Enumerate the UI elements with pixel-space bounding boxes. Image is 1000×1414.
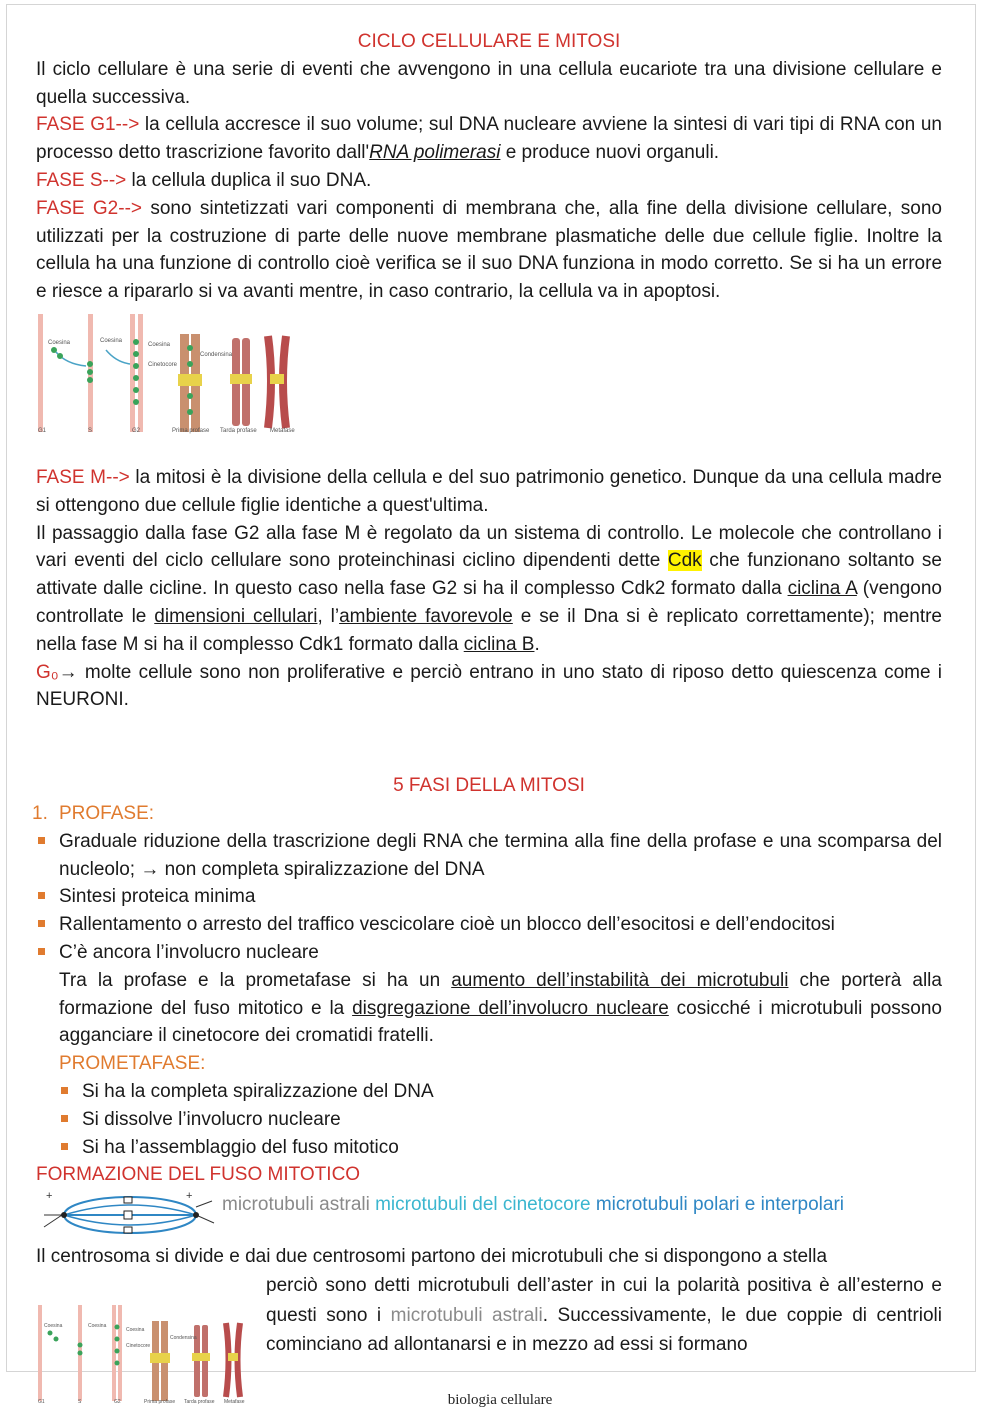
bullet-square-icon	[61, 1143, 68, 1150]
term-cdk1: Cdk1	[298, 633, 344, 655]
chromosome	[124, 1197, 132, 1203]
label-coesina: Coesina	[126, 1326, 145, 1333]
label-coesina: Coesina	[44, 1322, 63, 1329]
phase-m-label: FASE M-->	[36, 466, 130, 488]
list-item	[59, 1078, 942, 1106]
text-run: e se il Dna si è replicato correttamente); mentre nella fase M si ha il complesso	[36, 605, 942, 655]
kinetochore	[270, 374, 284, 384]
page-title: CICLO CELLULARE E MITOSI	[357, 31, 621, 52]
bullet-square-icon	[38, 837, 45, 844]
label-g1: G1	[38, 1398, 45, 1405]
term-cicline: cicline	[149, 578, 203, 600]
phase-g1-label: FASE G1-->	[36, 114, 140, 136]
coesina-dot	[133, 375, 139, 381]
coesina-dot	[87, 361, 93, 367]
bullet-square-icon	[61, 1087, 68, 1094]
control-paragraph	[36, 520, 942, 659]
kinetochore	[228, 1353, 238, 1361]
text-run: la cellula accresce il suo volume; sul DNA nucleare avviene la sintesi di vari tipi di RNA con un processo detto	[36, 114, 943, 164]
bullet-square-icon	[38, 892, 45, 899]
fuso-title: FORMAZIONE DEL FUSO MITOTICO	[36, 1164, 361, 1186]
coesina-dot	[115, 1336, 120, 1341]
fuso-row	[36, 1189, 942, 1239]
term-disgregazione-involucro: disgregazione dell’involucro nucleare	[352, 997, 669, 1019]
label-condensina: Condensina	[170, 1334, 197, 1341]
text-run: , l’	[317, 605, 340, 627]
bullet-text: C’è ancora l’involucro nucleare	[59, 941, 319, 963]
label-cinetocore: Cinetocore	[126, 1342, 151, 1349]
label-tarda-profase: Tarda profase	[184, 1398, 215, 1405]
chromosome-g1	[38, 314, 43, 432]
g0-paragraph	[36, 659, 942, 715]
term-trascrizione: trascrizione	[165, 142, 264, 164]
coesina-dot	[133, 339, 139, 345]
label-coesina: Coesina	[148, 341, 171, 348]
coesina-dot	[87, 369, 93, 375]
page-footer: biologia cellulare	[447, 1392, 553, 1408]
phase-g2-paragraph	[36, 195, 942, 306]
bullet-square-icon	[38, 920, 45, 927]
text-run: cosicché i microtubuli possono agganciare il cinetocore dei cromatidi fratelli.	[59, 997, 942, 1047]
coesina-dot	[133, 363, 139, 369]
label-tarda-profase: Tarda profase	[220, 427, 257, 434]
text-run: molte cellule sono non proliferative e perciò entrano in uno stato di riposo detto quiescenza come i	[77, 661, 942, 683]
spacer	[36, 714, 942, 772]
coesina-dot	[57, 353, 63, 359]
label-metafase: Metafase	[270, 427, 295, 434]
label-coesina: Coesina	[100, 337, 123, 344]
cell-cycle-figure	[36, 312, 306, 436]
term-neuroni: NEURONI	[36, 689, 124, 711]
bullet-square-icon	[38, 948, 45, 955]
centrosoma-line: Il centrosoma si divide e dai due centrosomi partono dei microtubuli che si dispongono a stella	[36, 1246, 828, 1268]
g0-label: G₀	[36, 661, 59, 683]
prometafase-list	[36, 1078, 942, 1161]
astral-microtubule	[196, 1201, 212, 1207]
label-g2: G2	[132, 427, 141, 434]
label-prima-profase: Prima profase	[144, 1398, 176, 1405]
term-duplica-dna: duplica il suo DNA	[210, 169, 367, 191]
term-microtubuli-aster: microtubuli dell’aster	[417, 1274, 594, 1296]
centrosoma-paragraph	[266, 1271, 942, 1360]
text-run: .	[366, 169, 372, 191]
chromosome-g1	[38, 1305, 42, 1401]
text-run: (vengono controllate le	[36, 578, 942, 627]
label-coesina: Coesina	[88, 1322, 107, 1329]
coesina-dot	[133, 399, 139, 405]
coesina-dot	[115, 1324, 120, 1329]
bullet-text: Graduale riduzione della trascrizione degli RNA che termina alla fine della profase e una scomparsa del nucleolo; → non completa spiralizzazione del DNA	[59, 830, 942, 880]
bullet-square-icon	[61, 1115, 68, 1122]
coesina-dot	[51, 347, 57, 353]
chromosome	[124, 1211, 132, 1219]
text-run: dette	[610, 550, 668, 572]
coesina-dot	[54, 1336, 59, 1341]
list-item	[59, 1106, 942, 1134]
list-item	[36, 939, 942, 967]
label-metafase: Metafase	[224, 1398, 245, 1405]
term-instabilita-microtubuli: aumento dell’instabilità dei microtubuli	[451, 969, 789, 991]
list-item	[36, 883, 942, 911]
astral-microtubule	[44, 1215, 62, 1227]
text-run: la cellula	[126, 169, 211, 191]
section-title-fasi: 5 FASI DELLA MITOSI	[393, 775, 585, 797]
text-run: e produce nuovi organuli.	[500, 142, 720, 164]
label-s: S	[78, 1398, 82, 1405]
label-s: S	[88, 427, 93, 434]
text-run: Il passaggio dalla fase G2 alla fase M è regolato da un sistema di controllo. Le molecole che controllano i vari eventi del ciclo cellulare sono	[36, 522, 942, 572]
text-run: la mitosi è la divisione della cellula e del suo patrimonio genetico. Dunque da una cellula madre si ottengono due cellule figlie identiche a quest'ultima.	[36, 466, 942, 516]
phase-g1-paragraph	[36, 111, 942, 167]
coesina-dot	[115, 1348, 120, 1353]
text-run: formato dalla	[343, 633, 464, 655]
term-ciclina-a: ciclina A	[787, 578, 857, 600]
intro-paragraph: Il ciclo cellulare è una serie di eventi che avvengono in una cellula eucariote tra una divisione cellulare e quella successiva.	[36, 58, 942, 108]
phase-g2-label: FASE G2-->	[36, 197, 142, 219]
kinetochore	[150, 1353, 170, 1363]
label-coesina: Coesina	[48, 339, 71, 346]
phase-s-paragraph	[36, 167, 942, 195]
list-item	[36, 828, 942, 884]
label-microtubuli-cinetocore: microtubuli del cinetocore	[375, 1194, 591, 1216]
list-item	[36, 911, 942, 939]
text-run: favorito dall'	[263, 142, 370, 164]
kinetochore	[178, 374, 202, 386]
text-run: . In questo caso nella fase G2 si ha il complesso	[202, 578, 621, 600]
coesina-dot	[133, 351, 139, 357]
coesina-dot	[133, 387, 139, 393]
chromosome-g2-a	[112, 1305, 116, 1401]
kinetochore	[230, 374, 252, 384]
term-ambiente-favorevole: ambiente favorevole	[339, 605, 513, 627]
coesina-dot	[78, 1342, 83, 1347]
coesina-dot	[87, 377, 93, 383]
text-run: .	[123, 689, 129, 711]
coesina-dot	[78, 1350, 83, 1355]
fuso-labels	[222, 1191, 844, 1219]
term-cdk2: Cdk2	[620, 578, 666, 600]
coesina-dot	[48, 1330, 53, 1335]
label-microtubuli-polari: microtubuli polari e interpolari	[595, 1194, 845, 1216]
profase-heading	[32, 800, 942, 828]
bullet-text: Si ha l’assemblaggio del	[82, 1136, 293, 1158]
text-run: Tra la profase e la prometafase si ha un	[59, 969, 452, 991]
centrosome	[61, 1212, 67, 1218]
bullet-text: Rallentamento o arresto del traffico vescicolare cioè un blocco dell’esocitosi e dell’endocitosi	[59, 914, 835, 936]
bullet-text: Sintesi proteica minima	[59, 886, 256, 908]
term-cdk-highlight: Cdk	[667, 550, 702, 572]
coesina-dot	[115, 1360, 120, 1365]
profase-list	[32, 800, 942, 967]
phase-m-paragraph	[36, 464, 942, 520]
label-g1: G1	[38, 427, 47, 434]
spacer	[36, 436, 942, 464]
cell-cycle-figure-small	[36, 1303, 248, 1405]
bullet-text: Si dissolve l’involucro nucleare	[82, 1108, 341, 1130]
phase-s-label: FASE S-->	[36, 169, 127, 191]
profase-label: PROFASE:	[59, 802, 155, 824]
term-controllo: controllo	[257, 253, 330, 275]
arrow-right-icon: →	[58, 661, 78, 683]
prometafase-label: PROMETAFASE:	[59, 1053, 206, 1075]
text-run: che funzionano soltanto se attivate dalle	[36, 550, 942, 600]
chromosome-g2-b	[138, 314, 143, 432]
text-run: in cui la polarità positiva è all’esterno e questi sono i	[266, 1274, 943, 1326]
text-run: cioè verifica se il suo DNA funziona in modo corretto. Se si ha un errore e riesce a ripararlo si va avanti mentre, in caso contrario, la cellula va in apoptosi.	[36, 253, 943, 303]
chromosome	[124, 1227, 132, 1233]
term-ciclina-b: ciclina B	[463, 633, 535, 655]
term-proteinchinasi: proteinchinasi ciclino dipendenti	[337, 550, 611, 572]
label-cinetocore: Cinetocore	[148, 361, 178, 368]
coesina-arrow-2	[106, 350, 130, 364]
text-run: . Successivamente, le due coppie di centrioli cominciano ad allontanarsi e in mezzo ad essi si formano	[266, 1304, 942, 1356]
label-microtubuli-astrali: microtubuli astrali	[222, 1194, 370, 1216]
coesina-dot	[187, 345, 193, 351]
label-g2: G2	[114, 1398, 121, 1405]
term-fuso-mitotico: fuso mitotico	[292, 1136, 399, 1158]
text-run: perciò sono detti	[266, 1274, 418, 1296]
plus-icon: +	[186, 1190, 193, 1203]
list-item	[59, 1134, 942, 1162]
kinetochore	[192, 1353, 210, 1361]
coesina-dot	[187, 361, 193, 367]
plus-icon: +	[46, 1190, 53, 1203]
profase-transition-paragraph	[36, 967, 942, 1050]
chromosome-g2-b	[118, 1305, 122, 1401]
text-run: che porterà alla formazione del fuso mitotico e la	[59, 969, 942, 1019]
term-rna-polimerasi: RNA polimerasi	[369, 142, 501, 164]
label-condensina: Condensina	[200, 351, 233, 358]
term-dimensioni-cellulari: dimensioni cellulari	[154, 605, 318, 627]
centrosome	[193, 1212, 199, 1218]
term-microtubuli-astrali: microtubuli astrali	[390, 1304, 543, 1326]
coesina-dot	[187, 393, 193, 399]
list-number: 1.	[32, 802, 48, 824]
text-run: sono sintetizzati vari componenti di membrana che, alla fine della divisione cellulare, sono utilizzati per la costruzione di parte delle nuove membrane plasmatiche delle due cellule figlie. Inoltre la cellula ha una funzione di	[36, 197, 942, 275]
mitotic-spindle-icon	[40, 1189, 216, 1239]
text-run: formato dalla	[665, 578, 788, 600]
label-prima-profase: Prima profase	[172, 427, 210, 434]
text-run: .	[534, 633, 540, 655]
bullet-text: Si ha la completa spiralizzazione del DNA	[82, 1080, 434, 1102]
chromosome-g2-a	[130, 314, 135, 432]
coesina-dot	[187, 409, 193, 415]
